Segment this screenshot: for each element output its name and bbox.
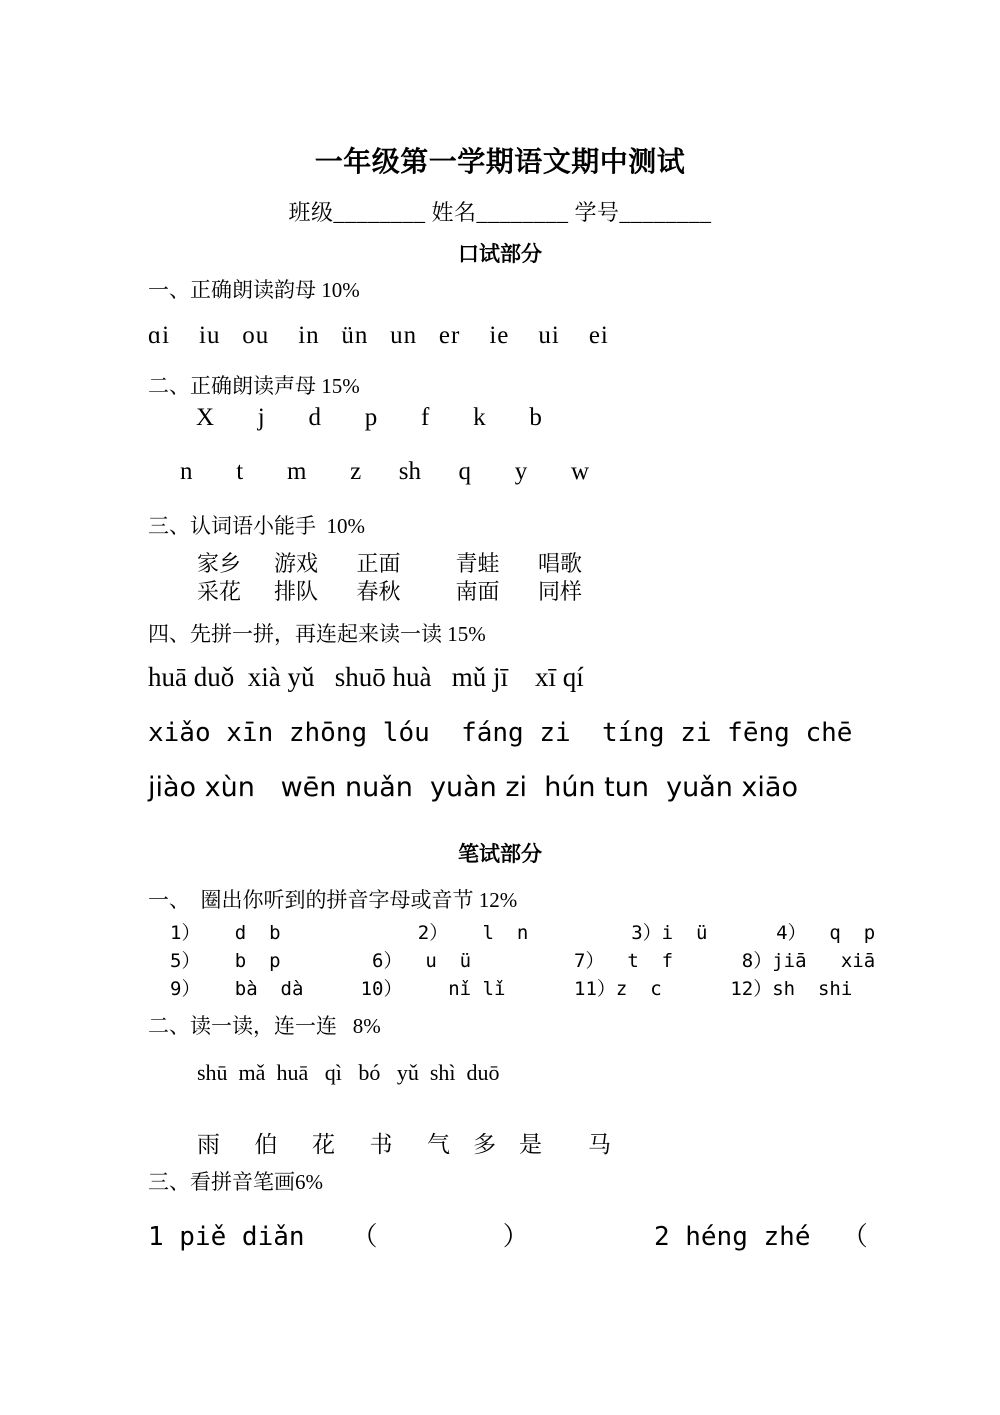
word-list-row-2: 采花 排队 春秋 南面 同样 [197, 579, 583, 604]
page-title: 一年级第一学期语文期中测试 [314, 145, 686, 178]
vowel-list-row: ɑi iu ou in ün un er ie ui ei [148, 322, 609, 349]
pinyin-phrase-row-3: jiào xùn wēn nuǎn yuàn zi hún tun yuǎn xiāo [148, 772, 798, 803]
word-list-row-1: 家乡 游戏 正面 青蛙 唱歌 [197, 551, 583, 576]
consonant-list-row-2: n t m z sh q y w [180, 458, 590, 485]
consonant-list-row-1: X j d p f k b [196, 404, 542, 431]
question-heading-oral-2: 二、正确朗读声母 15% [148, 374, 360, 398]
question-heading-written-2: 二、读一读，连一连 8% [148, 1014, 381, 1038]
choice-items-row-3[interactable]: 9） bà dà 10） nǐ lǐ 11）z c 12）sh shi [170, 978, 853, 1000]
matching-pinyin-row[interactable]: shū mǎ huā qì bó yǔ shì duō [197, 1060, 500, 1085]
question-heading-oral-1: 一、正确朗读韵母 10% [148, 278, 360, 302]
pinyin-phrase-row-1: huā duǒ xià yǔ shuō huà mǔ jī xī qí [148, 662, 584, 692]
question-heading-oral-4: 四、先拼一拼，再连起来读一读 15% [148, 622, 486, 646]
question-heading-oral-3: 三、认词语小能手 10% [148, 514, 365, 538]
pinyin-phrase-row-2: xiǎo xīn zhōng lóu fáng zi tíng zi fēng chē [148, 718, 853, 748]
stroke-name-answer-row[interactable]: 1 piě diǎn （ ） 2 héng zhé （ [148, 1222, 868, 1252]
written-section-header: 笔试部分 [458, 842, 542, 866]
matching-character-row[interactable]: 雨 伯 花 书 气 多 是 马 [197, 1132, 611, 1157]
choice-items-row-1[interactable]: 1） d b 2） l n 3）i ü 4） q p [170, 922, 876, 944]
oral-section-header: 口试部分 [458, 242, 542, 266]
question-heading-written-3: 三、看拼音笔画6% [148, 1170, 323, 1194]
question-heading-written-1: 一、 圈出你听到的拼音字母或音节 12% [148, 888, 518, 912]
choice-items-row-2[interactable]: 5） b p 6） u ü 7） t f 8）jiā xiā [170, 950, 876, 972]
student-info-line: 班级________ 姓名________ 学号________ [288, 200, 712, 225]
